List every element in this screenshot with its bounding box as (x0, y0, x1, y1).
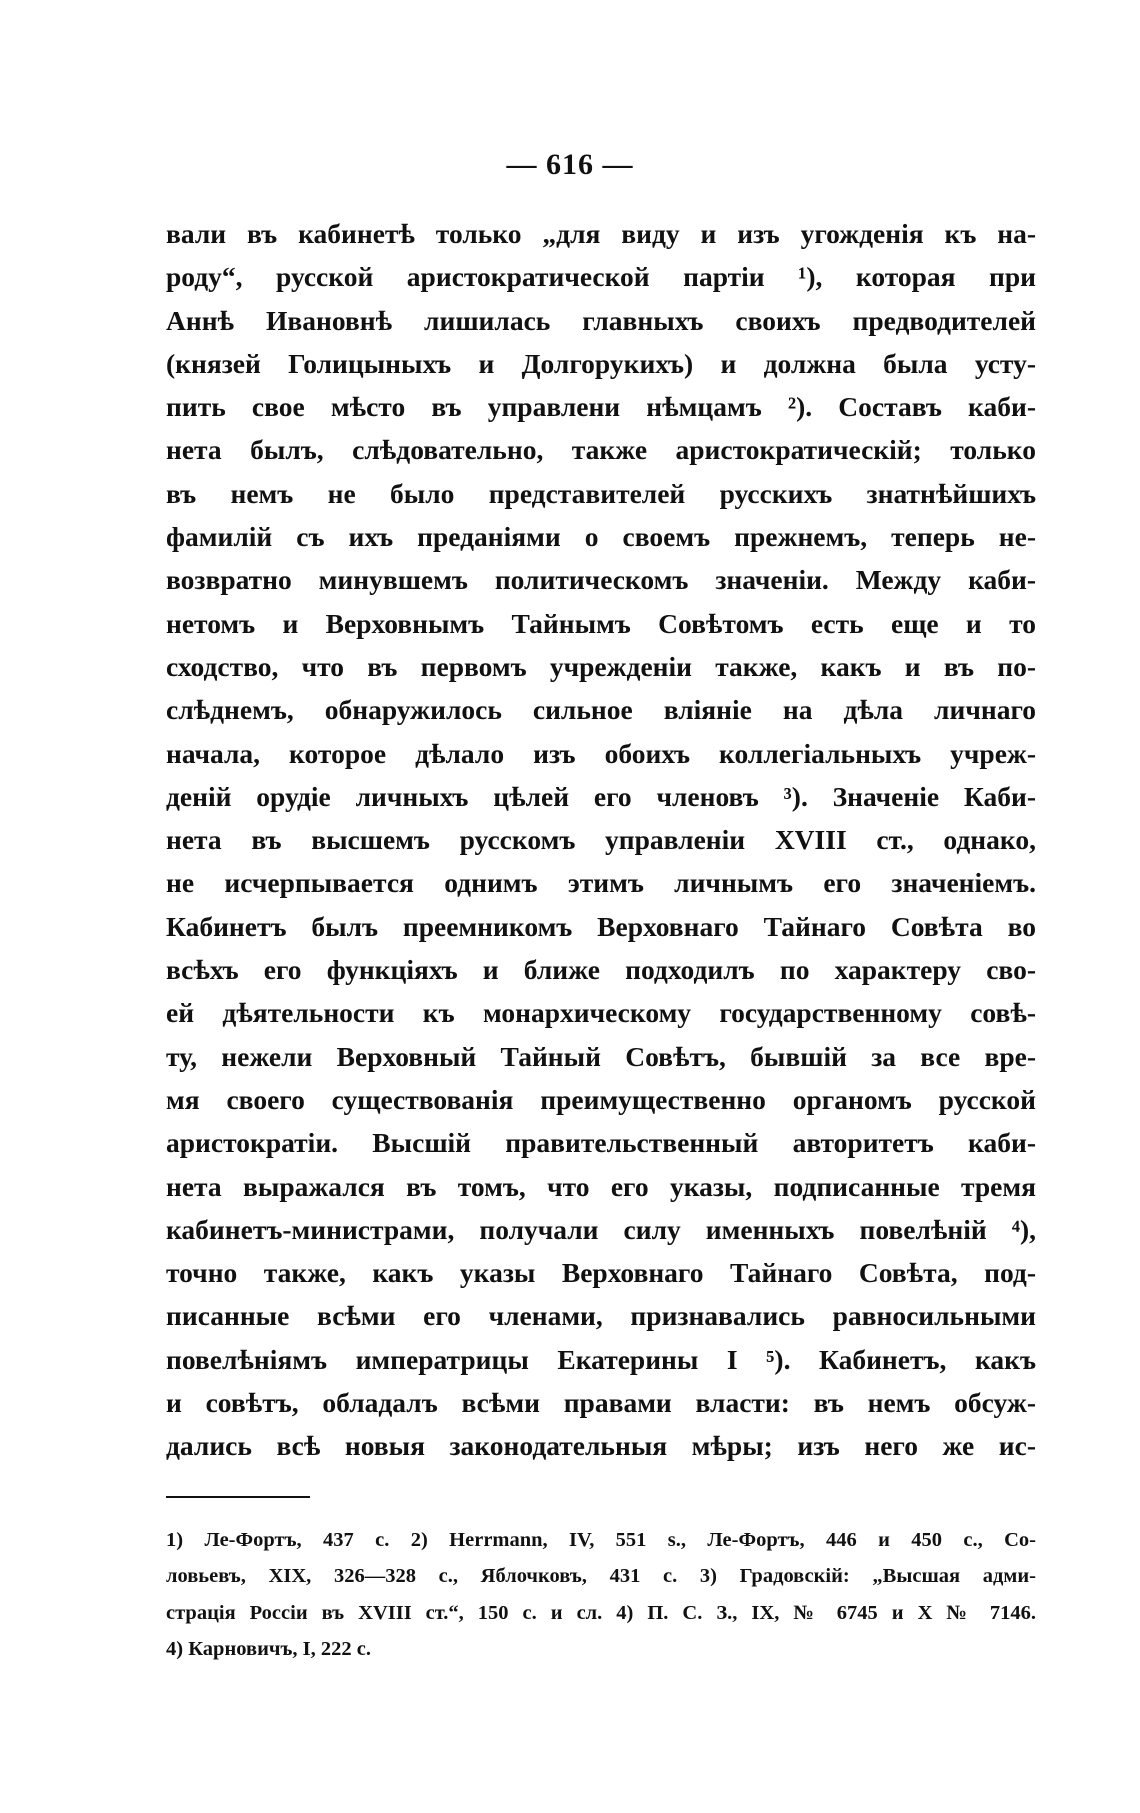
text-line: деній орудіе личныхъ цѣлей его членовъ ³). Значеніе Каби- (166, 780, 1036, 812)
footnote-line: 4) Карновичъ, I, 222 с. (166, 1637, 371, 1660)
footnote-divider (166, 1496, 310, 1498)
text-line: возвратно минувшемъ политическомъ значеніи. Между каби- (166, 564, 1036, 596)
footnotes (166, 1522, 1036, 1667)
text-line: слѣднемъ, обнаружилось сильное вліяніе на дѣла личнаго (166, 694, 1036, 726)
page-number: — 616 — (506, 148, 634, 181)
text-line: (князей Голицыныхъ и Долгорукихъ) и должна была усту- (166, 347, 1036, 379)
text-line: пить свое мѣсто въ управлени нѣмцамъ ²). Составъ каби- (166, 391, 1036, 423)
text-line: начала, которое дѣлало изъ обоихъ коллегіальныхъ учреж- (166, 737, 1036, 769)
text-line: нета въ высшемъ русскомъ управленіи XVIII ст., однако, (166, 824, 1036, 856)
text-line: точно также, какъ указы Верховнаго Тайнаго Совѣта, под- (166, 1257, 1036, 1289)
text-line: Аннѣ Ивановнѣ лишилась главныхъ своихъ предводителей (166, 304, 1036, 336)
text-line: Кабинетъ былъ преемникомъ Верховнаго Тайнаго Совѣта во (166, 910, 1036, 942)
footnote-line: ловьевъ, XIX, 326—328 с., Яблочковъ, 431 с. 3) Градовскій: „Высшая адми- (166, 1565, 1036, 1588)
text-line: кабинетъ-министрами, получали силу именныхъ повелѣній ⁴), (166, 1213, 1036, 1245)
text-line: нета выражался въ томъ, что его указы, подписанные тремя (166, 1170, 1036, 1202)
text-line: не исчерпывается однимъ этимъ личнымъ его значеніемъ. (166, 867, 1036, 899)
text-line: роду“, русской аристократической партіи ¹), которая при (166, 261, 1036, 293)
text-line: дались всѣ новыя законодательныя мѣры; изъ него же ис- (166, 1430, 1036, 1462)
text-line: и совѣтъ, обладалъ всѣми правами власти: въ немъ обсуж- (166, 1387, 1036, 1419)
text-line: мя своего существованія преимущественно органомъ русской (166, 1083, 1036, 1115)
text-line: нетомъ и Верховнымъ Тайнымъ Совѣтомъ есть еще и то (166, 607, 1036, 639)
text-line: аристократіи. Высшій правительственный авторитетъ каби- (166, 1127, 1036, 1159)
footnote-line: 1) Ле-Фортъ, 437 с. 2) Herrmann, IV, 551 s., Ле-Фортъ, 446 и 450 с., Со- (166, 1529, 1036, 1551)
body-text (166, 212, 1036, 1468)
text-line: писанные всѣми его членами, признавались равносильными (166, 1300, 1036, 1332)
text-line: ту, нежели Верховный Тайный Совѣтъ, бывшій за все вре- (166, 1040, 1036, 1072)
text-line: нета былъ, слѣдовательно, также аристократическій; только (166, 434, 1036, 466)
footnote-line: страція Россіи въ XVIII ст.“, 150 с. и сл. 4) П. С. З., IX, № 6745 и X № 7146. (166, 1601, 1036, 1624)
text-line: всѣхъ его функціяхъ и ближе подходилъ по характеру сво- (166, 954, 1036, 986)
text-line: вали въ кабинетѣ только „для виду и изъ угожденія къ на- (166, 218, 1036, 249)
text-line: фамилій съ ихъ преданіями о своемъ прежнемъ, теперь не- (166, 521, 1036, 553)
text-line: повелѣніямъ императрицы Екатерины I ⁵). Кабинетъ, какъ (166, 1343, 1036, 1375)
text-line: ей дѣятельности къ монархическому государственному совѣ- (166, 997, 1036, 1029)
text-line: въ немъ не было представителей русскихъ знатнѣйшихъ (166, 477, 1036, 509)
text-line: сходство, что въ первомъ учрежденіи также, какъ и въ по- (166, 650, 1036, 682)
